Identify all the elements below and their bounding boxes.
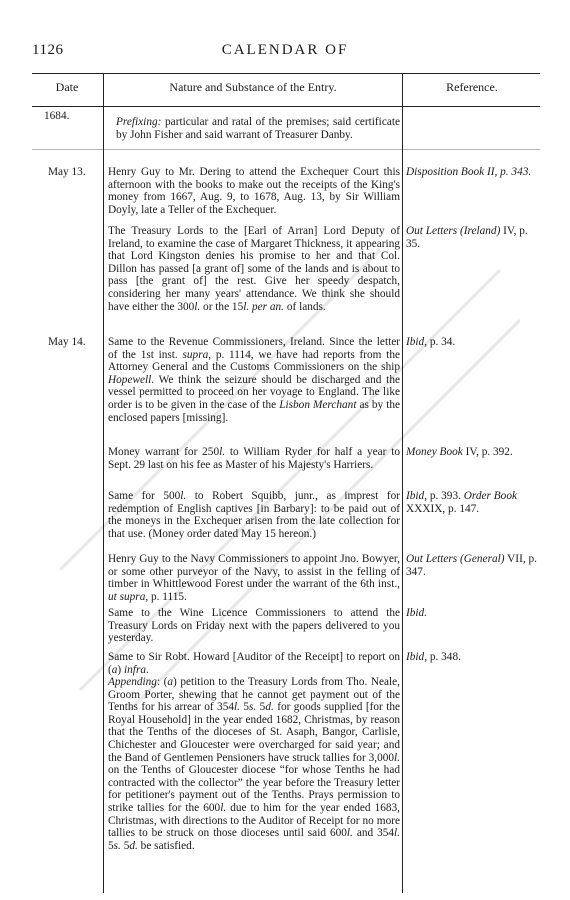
entry-reference: Ibid, p. 393. Order Book XXXIX, p. 147. bbox=[406, 490, 517, 515]
entry-text: Same for 500l. to Robert Squibb, junr., as imprest for redemption of English captives [in Barbary]: to be paid out of the moneys in the Exchequer arisen from the late collection for that use. (Money order dated May 15 hereon.) bbox=[108, 490, 400, 540]
entry-reference: Ibid, p. 348. bbox=[406, 651, 461, 663]
top-rule bbox=[32, 73, 540, 74]
column-header-entry: Nature and Substance of the Entry. bbox=[169, 80, 337, 94]
entry-reference: Ibid. bbox=[406, 607, 428, 619]
entry-text: Henry Guy to Mr. Dering to attend the Exchequer Court this afternoon with the books to make out the receipts of the King's money from 1667, Aug. 9, to 1678, Aug. 13, by Sir William Doyly, late a Teller of the Exchequer. bbox=[108, 166, 400, 216]
row-separator bbox=[32, 149, 540, 150]
table-header bbox=[0, 80, 570, 102]
entry-text: Money warrant for 250l. to William Ryder for half a year to Sept. 29 last on his fee as Master of his Majesty's Harriers. bbox=[108, 446, 400, 471]
entry-reference: Money Book IV, p. 392. bbox=[406, 446, 513, 458]
entry-date: May 14. bbox=[48, 336, 86, 348]
column-divider-2 bbox=[402, 73, 403, 893]
entry-text: The Treasury Lords to the [Earl of Arran] Lord Deputy of Ireland, to examine the case of Margaret Thickness, it appearing that Lord Kingston denies his promise to her and that Col. Dillon has passed [a grant of] some of the lands and is about to pass [the grant of] the rest. Give her speedy despatch, considering her many years' attendance. We think she should have either the 300l. or the 15l. per an. of lands. bbox=[108, 225, 400, 313]
entry-text: Same to the Wine Licence Commissioners to attend the Treasury Lords on Friday next with the papers delivered to you yesterday. bbox=[108, 607, 400, 645]
entry-text: Same to Sir Robt. Howard [Auditor of the Receipt] to report on (a) infra. bbox=[108, 651, 400, 676]
column-header-reference: Reference. bbox=[446, 80, 498, 94]
entry-reference: Ibid, p. 34. bbox=[406, 336, 456, 348]
page-number: 1126 bbox=[32, 42, 64, 58]
page-header bbox=[0, 42, 570, 62]
entry-reference: Out Letters (General) VII, p. 347. bbox=[406, 553, 537, 578]
column-divider-1 bbox=[103, 73, 104, 893]
header-rule bbox=[32, 106, 540, 107]
entry-text: Prefixing: particular and ratal of the premises; said certificate by John Fisher and said warrant of Treasurer Danby. bbox=[116, 116, 400, 141]
entry-date: May 13. bbox=[48, 166, 86, 178]
entry-reference: Out Letters (Ireland) IV, p. 35. bbox=[406, 225, 528, 250]
entry-date: 1684. bbox=[44, 110, 70, 122]
entry-text: Appending: (a) petition to the Treasury Lords from Tho. Neale, Groom Porter, shewing that he cannot get payment out of the Tenths for his arrear of 354l. 5s. 5d. for goods supplied [for the Royal Household] in the year ended 1682, Christmas, by reason that the Tenths of the dioceses of St. Asaph, Bangor, Carlisle, Chichester and Gloucester were overcharged for said year; and the Band of Gentlemen Pensioners have struck tallies for 3,000l. on the Tenths of Gloucester diocese “for whose Tenths he had contracted with the collector” the year before the Treasury letter for petitioner's payment out of the Tenths. Prays permission to strike tallies for the 600l. due to him for the year ended 1683, Christmas, with directions to the Auditor of Receipt for no more tallies to be struck on those dioceses until said 600l. and 354l. 5s. 5d. be satisfied. bbox=[108, 676, 400, 852]
entry-text: Same to the Revenue Commissioners, Ireland. Since the letter of the 1st inst. supra, p. 1114, we have had reports from the Attorney General and the Customs Commissioners on the ship Hopewell. We think the seizure should be discharged and the vessel permitted to proceed on her voyage to England. The like order is to be given in the case of the Lisbon Merchant as by the enclosed papers [missing]. bbox=[108, 336, 401, 424]
entry-text: Henry Guy to the Navy Commissioners to appoint Jno. Bowyer, or some other purveyor of the Navy, to assist in the felling of timber in Whittlewood Forest under the warrant of the 6th inst., ut supra, p. 1115. bbox=[108, 553, 400, 603]
column-header-date: Date bbox=[55, 80, 79, 94]
entry-reference: Disposition Book II, p. 343. bbox=[406, 166, 532, 178]
running-head: CALENDAR OF bbox=[221, 42, 349, 58]
